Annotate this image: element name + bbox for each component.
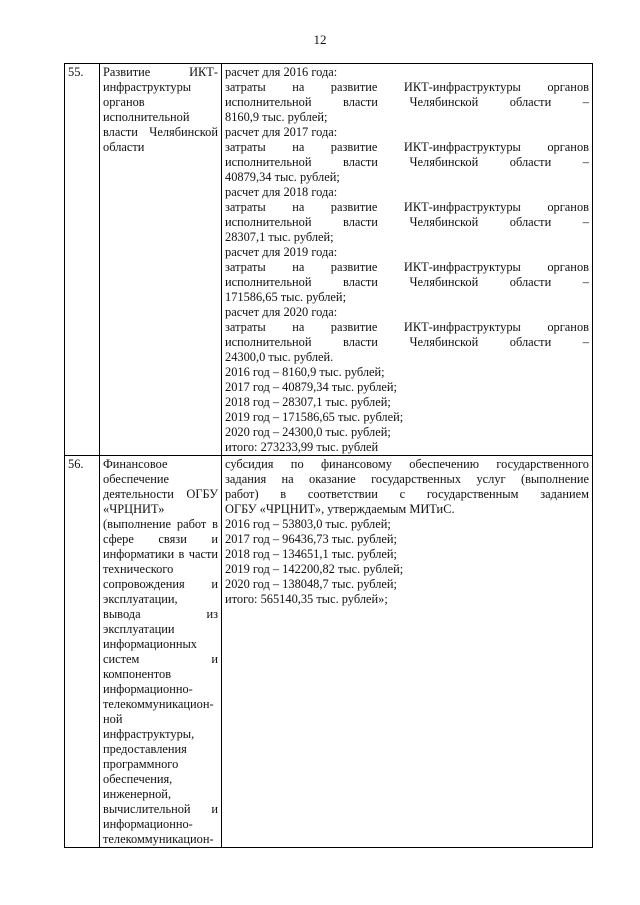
measure-name-line: Финансовое xyxy=(103,457,168,471)
calculation-line: исполнительной власти Челябинской области – xyxy=(225,215,589,229)
calculation-line: ОГБУ «ЧРЦНИТ», утверждаемым МИТиС. xyxy=(225,502,455,516)
row-number-cell xyxy=(65,456,100,848)
row-number: 56. xyxy=(68,457,84,471)
row-number-cell xyxy=(65,64,100,456)
measure-name-line: технического xyxy=(103,562,174,576)
page-number: 12 xyxy=(313,32,327,47)
calculation-line: субсидия по финансовому обеспечению государственного xyxy=(225,457,589,471)
measure-name-line: обеспечение xyxy=(103,472,169,486)
measure-name-line: (выполнение работ в xyxy=(103,517,218,531)
measure-name-line: компонентов xyxy=(103,667,172,681)
calculation-line: работ) в соответствии с государственным заданием xyxy=(225,487,589,501)
measure-name-line: обеспечения, xyxy=(103,772,173,786)
calculation-cell xyxy=(222,64,593,456)
calculation-line: 2020 год – 24300,0 тыс. рублей; xyxy=(225,425,391,439)
measure-name-line: власти Челябинской xyxy=(103,125,218,139)
table-row xyxy=(65,64,593,456)
measure-name-line: информационно- xyxy=(103,817,193,831)
measure-name-cell xyxy=(100,64,222,456)
measure-name-line: деятельности ОГБУ xyxy=(103,487,218,501)
measure-name-line: инфраструктуры, xyxy=(103,727,195,741)
measure-name-line: сфере связи и xyxy=(103,532,218,546)
calculation-line: расчет для 2019 года: xyxy=(225,245,338,259)
row-number: 55. xyxy=(68,65,84,79)
calculation-line: затраты на развитие ИКТ-инфраструктуры органов xyxy=(225,200,589,214)
measure-name-line: Развитие ИКТ- xyxy=(103,65,218,79)
calculation-line: исполнительной власти Челябинской области – xyxy=(225,155,589,169)
calculation-line: 2017 год – 40879,34 тыс. рублей; xyxy=(225,380,397,394)
calculation-cell xyxy=(222,456,593,848)
measure-name-line: эксплуатации xyxy=(103,622,175,636)
calculation-line: 2020 год – 138048,7 тыс. рублей; xyxy=(225,577,397,591)
calculation-line: 2018 год – 134651,1 тыс. рублей; xyxy=(225,547,397,561)
measure-name-line: инфраструктуры xyxy=(103,80,192,94)
measure-name-line: эксплуатации, xyxy=(103,592,178,606)
calculation-line: исполнительной власти Челябинской области – xyxy=(225,335,589,349)
document-table xyxy=(64,63,593,848)
measure-name-line: ной xyxy=(103,712,123,726)
calculation-line: 28307,1 тыс. рублей; xyxy=(225,230,334,244)
calculation-line: 171586,65 тыс. рублей; xyxy=(225,290,347,304)
calculation-line: затраты на развитие ИКТ-инфраструктуры органов xyxy=(225,140,589,154)
table-body xyxy=(65,64,593,848)
calculation-line: исполнительной власти Челябинской области – xyxy=(225,95,589,109)
measure-name-line: исполнительной xyxy=(103,110,190,124)
calculation-line: задания на оказание государственных услуг (выполнение xyxy=(225,472,589,486)
table-row xyxy=(65,456,593,848)
calculation-line: расчет для 2016 года: xyxy=(225,65,338,79)
calculation-line: итого: 565140,35 тыс. рублей»; xyxy=(225,592,388,606)
measure-name-line: вывода из xyxy=(103,607,218,621)
measure-name-line: органов xyxy=(103,95,145,109)
calculation-line: 2019 год – 171586,65 тыс. рублей; xyxy=(225,410,404,424)
calculation-line: расчет для 2020 года: xyxy=(225,305,338,319)
calculation-line: 2016 год – 53803,0 тыс. рублей; xyxy=(225,517,391,531)
measure-name-line: телекоммуникацион- xyxy=(103,832,214,846)
calculation-line: итого: 273233,99 тыс. рублей xyxy=(225,440,379,454)
calculation-line: 40879,34 тыс. рублей; xyxy=(225,170,340,184)
measure-name-line: вычислительной и xyxy=(103,802,218,816)
measure-name-line: программного xyxy=(103,757,179,771)
measure-name-line: сопровождения и xyxy=(103,577,218,591)
calculation-line: 2019 год – 142200,82 тыс. рублей; xyxy=(225,562,404,576)
measure-name-line: телекоммуникацион- xyxy=(103,697,214,711)
measure-name-line: информатики в части xyxy=(103,547,218,561)
measure-name-line: информационных xyxy=(103,637,197,651)
calculation-line: 2017 год – 96436,73 тыс. рублей; xyxy=(225,532,397,546)
calculation-line: исполнительной власти Челябинской области – xyxy=(225,275,589,289)
calculation-line: расчет для 2018 года: xyxy=(225,185,338,199)
measure-name-line: информационно- xyxy=(103,682,193,696)
calculation-line: затраты на развитие ИКТ-инфраструктуры органов xyxy=(225,260,589,274)
calculation-line: 2018 год – 28307,1 тыс. рублей; xyxy=(225,395,391,409)
calculation-line: 24300,0 тыс. рублей. xyxy=(225,350,334,364)
calculation-line: затраты на развитие ИКТ-инфраструктуры органов xyxy=(225,320,589,334)
measure-name-cell xyxy=(100,456,222,848)
calculation-line: затраты на развитие ИКТ-инфраструктуры органов xyxy=(225,80,589,94)
measure-name-line: области xyxy=(103,140,145,154)
measure-name-line: систем и xyxy=(103,652,218,666)
measure-name-line: инженерной, xyxy=(103,787,172,801)
measure-name-line: предоставления xyxy=(103,742,187,756)
calculation-line: 8160,9 тыс. рублей; xyxy=(225,110,328,124)
calculation-line: расчет для 2017 года: xyxy=(225,125,338,139)
calculation-line: 2016 год – 8160,9 тыс. рублей; xyxy=(225,365,385,379)
measure-name-line: «ЧРЦНИТ» xyxy=(103,502,165,516)
